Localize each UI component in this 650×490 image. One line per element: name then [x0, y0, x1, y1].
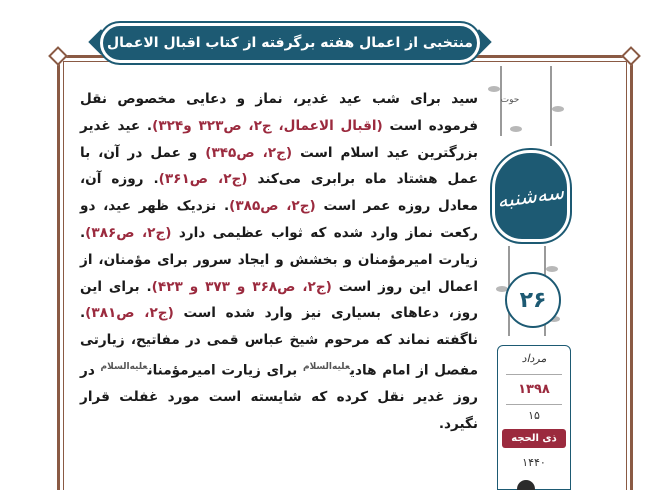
solar-month: مرداد	[521, 352, 547, 365]
solar-year: ۱۳۹۸	[518, 382, 550, 397]
body-text-segment: برای زیارت امیرمؤمنان	[147, 362, 303, 379]
leaf-decoration	[552, 106, 564, 112]
source-reference: (ج۲، ص۳۶۸ و ۳۷۳ و ۴۲۳)	[151, 278, 332, 295]
body-text-segment: . عید غدیر بزرگترین عید اسلام است	[80, 117, 479, 161]
source-reference: (ج۲، ص۳۴۵)	[205, 144, 293, 161]
body-text-segment: در روز غدیر نقل کرده که شایسته است مورد غفلت قرار نگیرد.	[80, 362, 478, 433]
hijri-year: ۱۴۴۰	[522, 456, 546, 469]
salutation-glyph: علیه‌السلام	[100, 361, 148, 372]
leaf-decoration	[510, 126, 522, 132]
divider	[506, 374, 562, 375]
date-number: ۲۶	[519, 287, 547, 313]
body-text-segment: . روزه آن، معادل روزه عمر است	[80, 171, 478, 215]
source-reference: (ج۲، ص۳۸۵)	[229, 198, 316, 215]
leaf-decoration	[546, 266, 558, 272]
body-text-segment: سید برای شب عید غدیر، نماز و دعایی مخصوص نقل فرموده است	[80, 91, 479, 134]
vine-decoration	[550, 66, 552, 146]
date-card	[497, 345, 571, 490]
weekday-name: سه‌شنبه	[496, 179, 566, 213]
hijri-day: ۱۵	[528, 409, 540, 422]
hijri-month-badge: ذی الحجه	[502, 429, 566, 448]
source-reference: (ج۲، ص۳۸۶)	[85, 224, 172, 241]
body-paragraph	[80, 86, 478, 438]
header-banner	[100, 23, 480, 63]
divider	[506, 404, 562, 405]
body-text-segment: . نزدیک ظهر عید، دو رکعت نماز وارد شده که ثواب عظیمی دارد	[80, 198, 478, 241]
header-title: منتخبی از اعمال هفته برگرفته از کتاب اقبال الاعمال	[107, 35, 473, 51]
leaf-decoration	[488, 86, 500, 92]
source-reference: (اقبال الاعمال، ج۲، ص۳۲۳ و۳۲۴)	[152, 117, 383, 134]
body-text-segment: . برای این روز، دعاهای بسیاری نیز وارد شده است	[80, 278, 478, 322]
small-month-label: حوت	[500, 95, 520, 105]
source-reference: (ج۲، ص۳۶۱)	[158, 171, 248, 188]
body-text-segment: . ناگفته نماند که مرحوم شیخ عباس قمی در مفاتیح، زیارتی مفصل از امام هادی	[80, 305, 478, 379]
body-text-segment: . زیارت امیرمؤمنان و بخشش و ایجاد سرور برای مؤمنان، از اعمال این روز است	[80, 224, 479, 295]
salutation-glyph: علیه‌السلام	[302, 361, 350, 372]
source-reference: (ج۲، ص۳۸۱)	[85, 305, 174, 322]
body-text-segment: و عمل در آن، با عمل هشتاد ماه برابری می‌کند	[80, 144, 478, 188]
weekday-shield	[492, 150, 570, 242]
date-circle	[505, 272, 561, 328]
